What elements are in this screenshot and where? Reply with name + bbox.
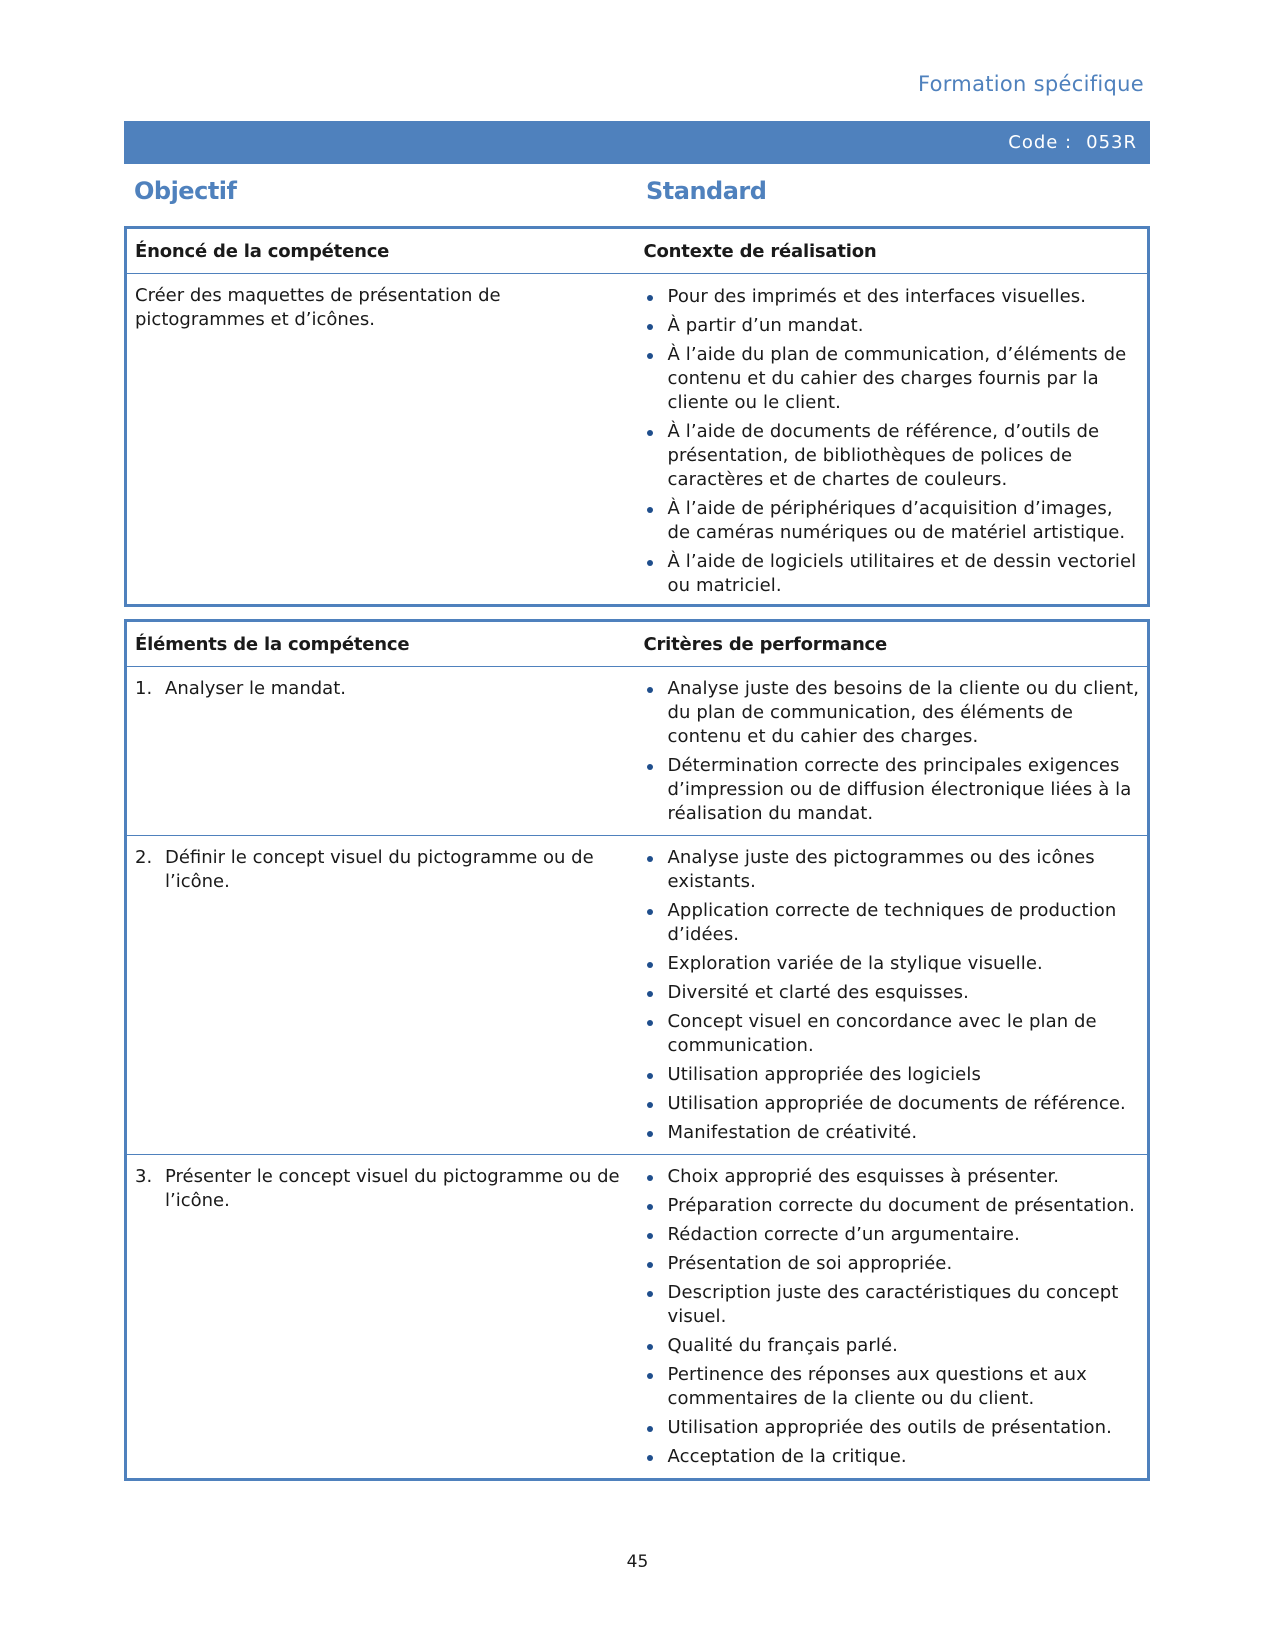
element-text: Analyser le mandat. (165, 678, 346, 699)
list-item: À partir d’un mandat. (638, 314, 1142, 338)
list-item: Analyse juste des besoins de la cliente ou du client, du plan de communication, des éléments de contenu et du cahier des charges. (638, 677, 1142, 749)
element-number: 3. (135, 1166, 153, 1187)
list-item: Détermination correcte des principales exigences d’impression ou de diffusion électronique liées à la réalisation du mandat. (638, 754, 1142, 826)
list-item: Concept visuel en concordance avec le plan de communication. (638, 1010, 1142, 1058)
statement-header: Énoncé de la compétence (126, 228, 638, 274)
criteria-list (638, 667, 1148, 835)
list-item: Rédaction correcte d’un argumentaire. (638, 1223, 1142, 1247)
element-item (135, 677, 632, 701)
criteria-header: Critères de performance (638, 621, 1149, 667)
running-title: Formation spécifique (917, 72, 1144, 96)
objective-heading: Objectif (134, 177, 237, 205)
list-item: À l’aide de documents de référence, d’outils de présentation, de bibliothèques de polices de caractères et de chartes de couleurs. (638, 420, 1142, 492)
code-label: Code : (1008, 132, 1073, 153)
element-item (135, 1165, 632, 1213)
page-number: 45 (626, 1552, 649, 1572)
list-item: Pertinence des réponses aux questions et aux commentaires de la cliente ou du client. (638, 1363, 1142, 1411)
table-row (126, 667, 1149, 836)
context-header: Contexte de réalisation (638, 228, 1149, 274)
element-text: Définir le concept visuel du pictogramme ou de l’icône. (165, 847, 594, 892)
list-item: Exploration variée de la stylique visuelle. (638, 952, 1142, 976)
competency-elements-table (124, 619, 1150, 1481)
code-banner (124, 121, 1150, 164)
code-value: 053R (1086, 132, 1137, 153)
elements-header: Éléments de la compétence (126, 621, 638, 667)
table-row (126, 274, 1149, 606)
list-item: Acceptation de la critique. (638, 1445, 1142, 1469)
list-item: Application correcte de techniques de production d’idées. (638, 899, 1142, 947)
element-number: 1. (135, 678, 153, 699)
element-number: 2. (135, 847, 153, 868)
list-item: Utilisation appropriée des logiciels (638, 1063, 1142, 1087)
list-item: Manifestation de créativité. (638, 1121, 1142, 1145)
list-item: Utilisation appropriée des outils de présentation. (638, 1416, 1142, 1440)
competency-statement: Créer des maquettes de présentation de pictogrammes et d’icônes. (135, 285, 501, 330)
standard-heading: Standard (646, 177, 767, 205)
list-item: Description juste des caractéristiques du concept visuel. (638, 1281, 1142, 1329)
table-row (126, 1155, 1149, 1480)
list-item: Diversité et clarté des esquisses. (638, 981, 1142, 1005)
list-item: Préparation correcte du document de présentation. (638, 1194, 1142, 1218)
competency-statement-table (124, 226, 1150, 607)
list-item: Qualité du français parlé. (638, 1334, 1142, 1358)
list-item: À l’aide de logiciels utilitaires et de dessin vectoriel ou matriciel. (638, 550, 1142, 598)
table-row (126, 836, 1149, 1155)
list-item: Analyse juste des pictogrammes ou des icônes existants. (638, 846, 1142, 894)
criteria-list (638, 1155, 1148, 1478)
list-item: Pour des imprimés et des interfaces visuelles. (638, 285, 1142, 309)
element-text: Présenter le concept visuel du pictogramme ou de l’icône. (165, 1166, 620, 1211)
criteria-list (638, 836, 1148, 1154)
list-item: Choix approprié des esquisses à présenter. (638, 1165, 1142, 1189)
list-item: À l’aide du plan de communication, d’éléments de contenu et du cahier des charges fournis par la cliente ou le client. (638, 343, 1142, 415)
list-item: Présentation de soi appropriée. (638, 1252, 1142, 1276)
element-item (135, 846, 632, 894)
list-item: À l’aide de périphériques d’acquisition d’images, de caméras numériques ou de matériel artistique. (638, 497, 1142, 545)
context-list (638, 274, 1148, 604)
list-item: Utilisation appropriée de documents de référence. (638, 1092, 1142, 1116)
